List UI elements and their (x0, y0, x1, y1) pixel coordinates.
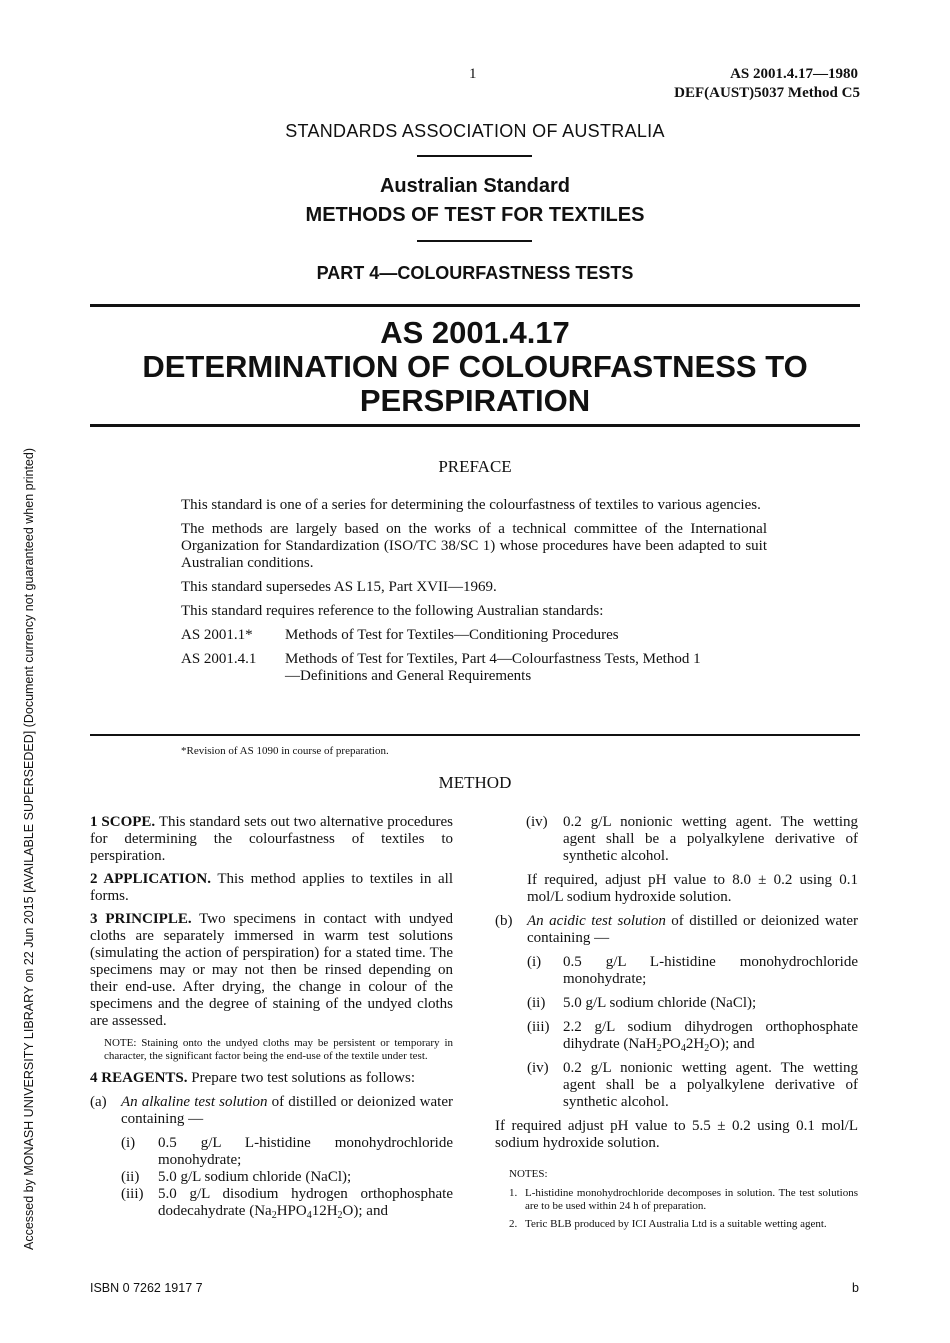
item-text: 2.2 g/L sodium dihydrogen orthophosphate dihydrate $(NaH_2PO_42H_2O)$; and (563, 1019, 858, 1054)
document-title-line1: DETERMINATION OF COLOURFASTNESS TO (142, 349, 808, 384)
solution-b (495, 913, 858, 947)
footnote-rule (90, 734, 860, 736)
note-label: 2. (509, 1218, 518, 1230)
solution-desc: of distilled or deionized water containing — (527, 913, 859, 946)
list-item (495, 1060, 858, 1111)
notes-heading: NOTES: (509, 1168, 548, 1180)
item-text: 0.5 g/L L-histidine monohydrochloride monohydrate; (158, 1135, 453, 1168)
item-label: (ii) (121, 1169, 140, 1185)
preface-heading: PREFACE (438, 457, 512, 476)
heavy-rule (90, 304, 860, 307)
note-item (495, 1218, 858, 1231)
standard-number: AS 2001.4.17 (380, 315, 570, 350)
heavy-rule (90, 424, 860, 427)
defence-reference: DEF(AUST)5037 Method C5 (674, 85, 860, 101)
scope-clause (90, 814, 453, 865)
access-stamp: Accessed by MONASH UNIVERSITY LIBRARY on 22 Jun 2015 [AVAILABLE SUPERSEDED] (Document currency not guaranteed when printed) (22, 447, 36, 1250)
item-label: (iv) (527, 1060, 549, 1076)
item-text: 5.0 g/L disodium hydrogen orthophosphate dodecahydrate $(Na_2HPO_412H_2O)$; and (158, 1186, 453, 1221)
standard-reference: AS 2001.4.17—1980 (730, 66, 858, 82)
reference-entry (181, 651, 767, 685)
item-text: 0.5 g/L L-histidine monohydrochloride monohydrate; (563, 954, 858, 987)
reference-title: Methods of Test for Textiles—Conditioning Procedures (285, 627, 619, 643)
item-text (121, 1094, 453, 1128)
preface-paragraph: This standard is one of a series for determining the colourfastness of textiles to various agencies. (181, 497, 761, 513)
item-text: 0.2 g/L nonionic wetting agent. The wetting agent shall be a polyalkylene derivative of synthetic alcohol. (563, 1060, 858, 1110)
item-label: (iv) (526, 814, 548, 830)
solution-name: An alkaline test solution (121, 1094, 268, 1110)
clause-heading: 4 REAGENTS. (90, 1070, 188, 1086)
note-item (495, 1187, 858, 1213)
preface-paragraph: The methods are largely based on the works of a technical committee of the International Organization for Standardization (ISO/TC 38/SC 1) whose procedures have been adapted to suit Australian conditions. (181, 521, 767, 571)
association-name: STANDARDS ASSOCIATION OF AUSTRALIA (285, 121, 665, 141)
application-clause (90, 871, 453, 905)
reagents-clause (90, 1070, 453, 1087)
note-text: Teric BLB produced by ICI Australia Ltd is a suitable wetting agent. (525, 1218, 827, 1230)
list-item (90, 1186, 453, 1220)
list-item (495, 814, 858, 865)
clause-heading: 3 PRINCIPLE. (90, 911, 192, 927)
item-label: (b) (495, 913, 513, 929)
clause-text: This method applies to textiles in all forms. (90, 871, 453, 904)
ph-adjustment: If required, adjust pH value to 8.0 ± 0.2 using 0.1 mol/L sodium hydroxide solution. (527, 872, 858, 905)
divider (417, 240, 532, 242)
footnote: *Revision of AS 1090 in course of preparation. (181, 745, 389, 757)
series-title: METHODS OF TEST FOR TEXTILES (305, 204, 645, 226)
list-item (90, 1169, 453, 1186)
solution-name: An acidic test solution (527, 913, 666, 929)
clause-text: Prepare two test solutions as follows: (191, 1070, 416, 1086)
clause-heading: 2 APPLICATION. (90, 871, 211, 887)
item-text (527, 913, 858, 947)
reference-title: Methods of Test for Textiles, Part 4—Colourfastness Tests, Method 1—Definitions and General Requirements (285, 651, 701, 684)
solution-a (90, 1094, 453, 1128)
item-label: (iii) (527, 1019, 550, 1035)
solution-desc: of distilled or deionized water containing — (121, 1094, 453, 1127)
item-text: 5.0 g/L sodium chloride (NaCl); (563, 995, 757, 1011)
reference-entry (181, 627, 767, 644)
item-label: (a) (90, 1094, 107, 1110)
method-right-column (495, 814, 858, 1231)
item-text: 0.2 g/L nonionic wetting agent. The wetting agent shall be a polyalkylene derivative of synthetic alcohol. (563, 814, 858, 864)
reference-code: AS 2001.4.1 (181, 651, 257, 667)
isbn: ISBN 0 7262 1917 7 (90, 1281, 203, 1295)
method-heading: METHOD (438, 773, 512, 792)
item-text: 5.0 g/L sodium chloride (NaCl); (158, 1169, 352, 1185)
list-item (90, 1135, 453, 1169)
reference-code: AS 2001.1* (181, 627, 253, 643)
list-item (495, 1019, 858, 1053)
clause-heading: 1 SCOPE. (90, 814, 156, 830)
page-number: 1 (469, 66, 477, 82)
preface-paragraph: This standard requires reference to the following Australian standards: (181, 603, 604, 619)
principle-note: NOTE: Staining onto the undyed cloths may be persistent or temporary in character, the significant factor being the end-use of the textile under test. (104, 1037, 453, 1062)
item-label: (i) (527, 954, 542, 970)
document-title-line2: PERSPIRATION (359, 383, 591, 418)
list-item (495, 954, 858, 988)
principle-clause (90, 911, 453, 1030)
clause-text: This standard sets out two alternative procedures for determining the colourfastness of textiles to perspiration. (90, 814, 453, 864)
clause-text: Two specimens in contact with undyed cloths are separately immersed in warm test solutions (simulating the action of perspiration) for a stated time. The specimens may or may not then be rinsed depending on their end-use. After drying, the change in colour of the specimens and the degree of staining of the undyed cloths are assessed. (90, 911, 454, 1029)
ph-adjustment: If required adjust pH value to 5.5 ± 0.2 using 0.1 mol/L sodium hydroxide solution. (495, 1118, 858, 1151)
item-label: (i) (121, 1135, 136, 1151)
divider (417, 155, 532, 157)
item-label: (ii) (527, 995, 546, 1011)
part-title: PART 4—COLOURFASTNESS TESTS (316, 263, 634, 283)
page-letter: b (852, 1281, 859, 1295)
note-text: L-histidine monohydrochloride decomposes in solution. The test solutions are to be used within 24 h of preparation. (525, 1187, 858, 1212)
note-label: 1. (509, 1187, 518, 1199)
preface-paragraph: This standard supersedes AS L15, Part XVII—1969. (181, 579, 497, 595)
preface-body (181, 497, 767, 685)
method-left-column (90, 814, 453, 1220)
item-label: (iii) (121, 1186, 144, 1202)
list-item (495, 995, 858, 1012)
standard-type: Australian Standard (379, 175, 571, 197)
